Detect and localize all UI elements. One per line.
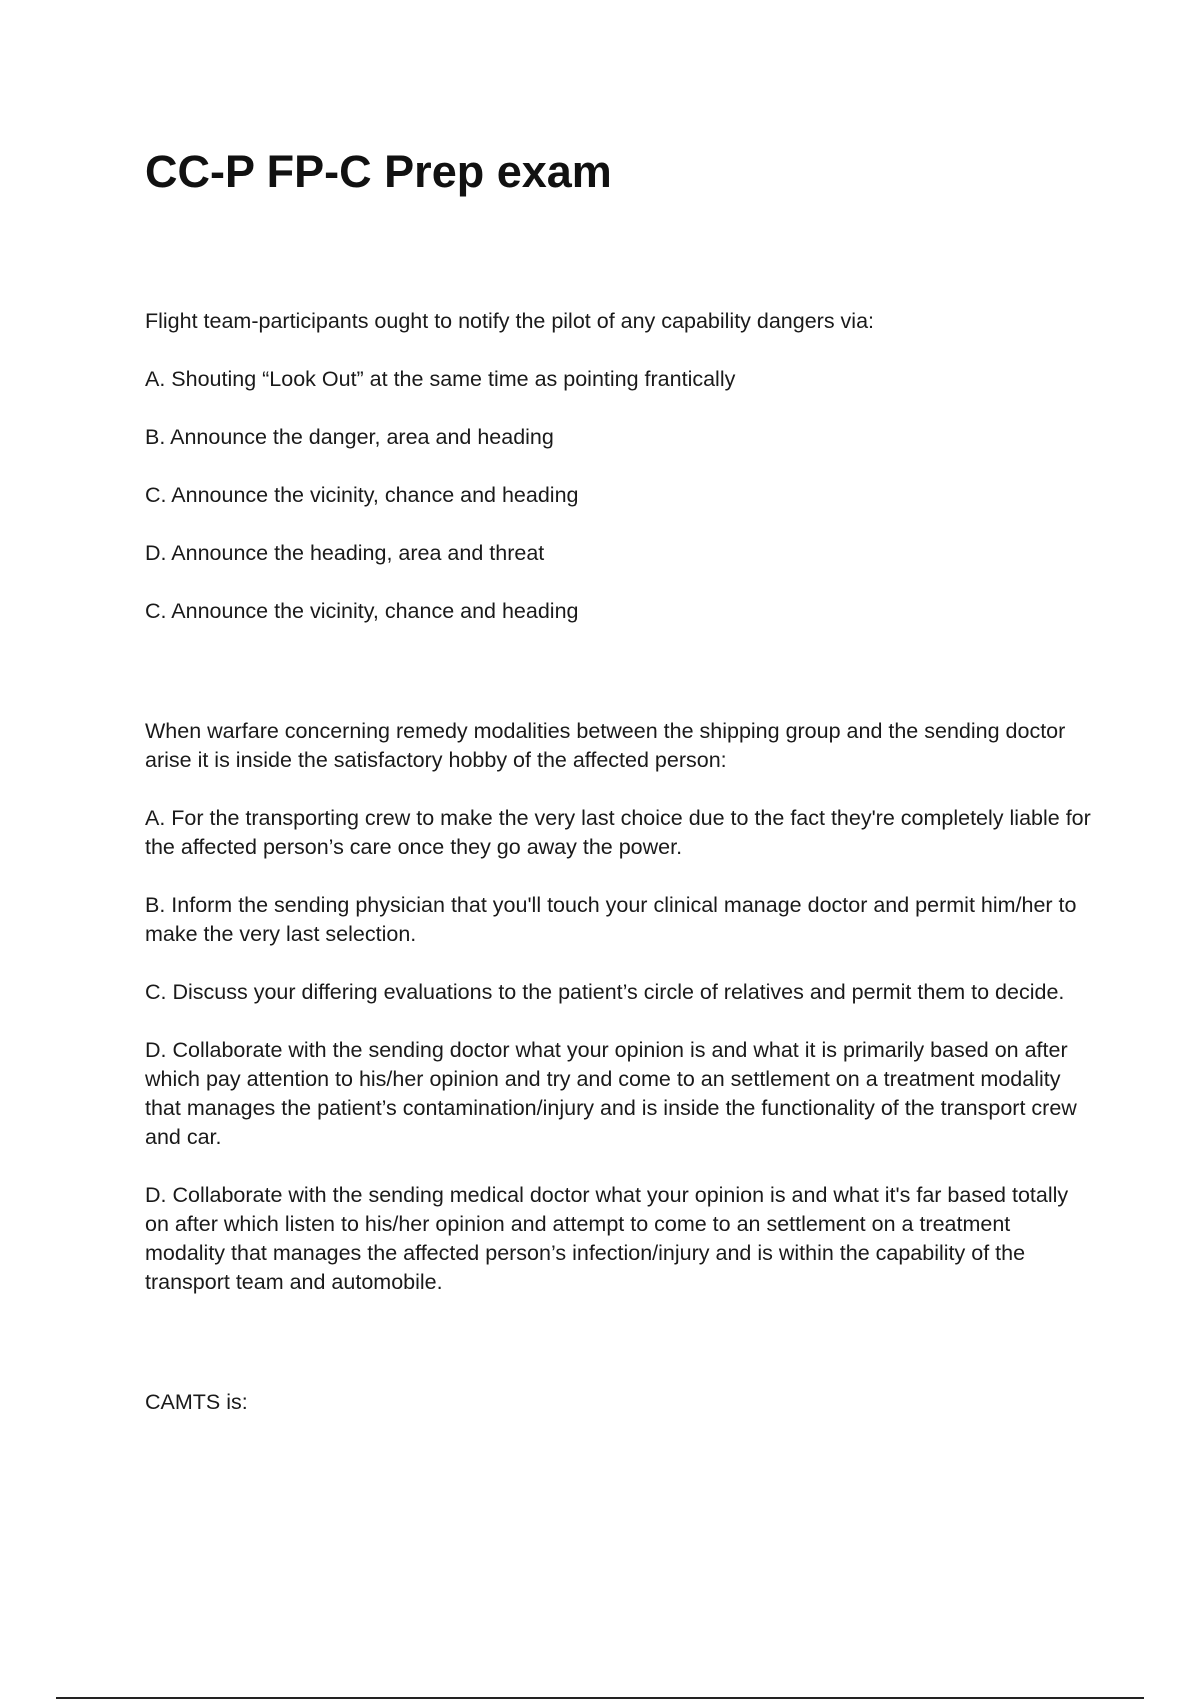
answer-option-a: A. For the transporting crew to make the very last choice due to the fact they're completely liable for the affected person’s care once they go away the power. bbox=[145, 806, 1091, 859]
answer-option-a: A. Shouting “Look Out” at the same time as pointing frantically bbox=[145, 367, 736, 391]
question-2 bbox=[145, 717, 1095, 1297]
correct-answer: C. Announce the vicinity, chance and heading bbox=[145, 599, 579, 623]
answer-option-d: D. Collaborate with the sending doctor what your opinion is and what it is primarily based on after which pay attention to his/her opinion and try and come to an settlement on a treatment modality that manages the patient’s contamination/injury and is inside the functionality of the transport crew and car. bbox=[145, 1038, 1077, 1149]
question-prompt: When warfare concerning remedy modalities between the shipping group and the sending doctor arise it is inside the satisfactory hobby of the affected person: bbox=[145, 719, 1066, 772]
question-prompt: Flight team-participants ought to notify the pilot of any capability dangers via: bbox=[145, 309, 875, 333]
page-divider bbox=[56, 1697, 1144, 1699]
answer-option-b: B. Announce the danger, area and heading bbox=[145, 425, 554, 449]
question-prompt: CAMTS is: bbox=[145, 1390, 248, 1414]
answer-option-c: C. Discuss your differing evaluations to the patient’s circle of relatives and permit them to decide. bbox=[145, 980, 1065, 1004]
correct-answer: D. Collaborate with the sending medical doctor what your opinion is and what it's far based totally on after which listen to his/her opinion and attempt to come to an settlement on a treatment modality that manages the affected person’s infection/injury and is within the capability of the transport team and automobile. bbox=[145, 1183, 1069, 1294]
page-title: CC-P FP-C Prep exam bbox=[145, 146, 612, 197]
answer-option-d: D. Announce the heading, area and threat bbox=[145, 541, 545, 565]
answer-option-c: C. Announce the vicinity, chance and heading bbox=[145, 483, 579, 507]
answer-option-b: B. Inform the sending physician that you'll touch your clinical manage doctor and permit him/her to make the very last selection. bbox=[145, 893, 1077, 946]
document-body bbox=[145, 307, 1095, 1417]
question-3 bbox=[145, 1388, 1095, 1417]
question-1 bbox=[145, 307, 1095, 626]
